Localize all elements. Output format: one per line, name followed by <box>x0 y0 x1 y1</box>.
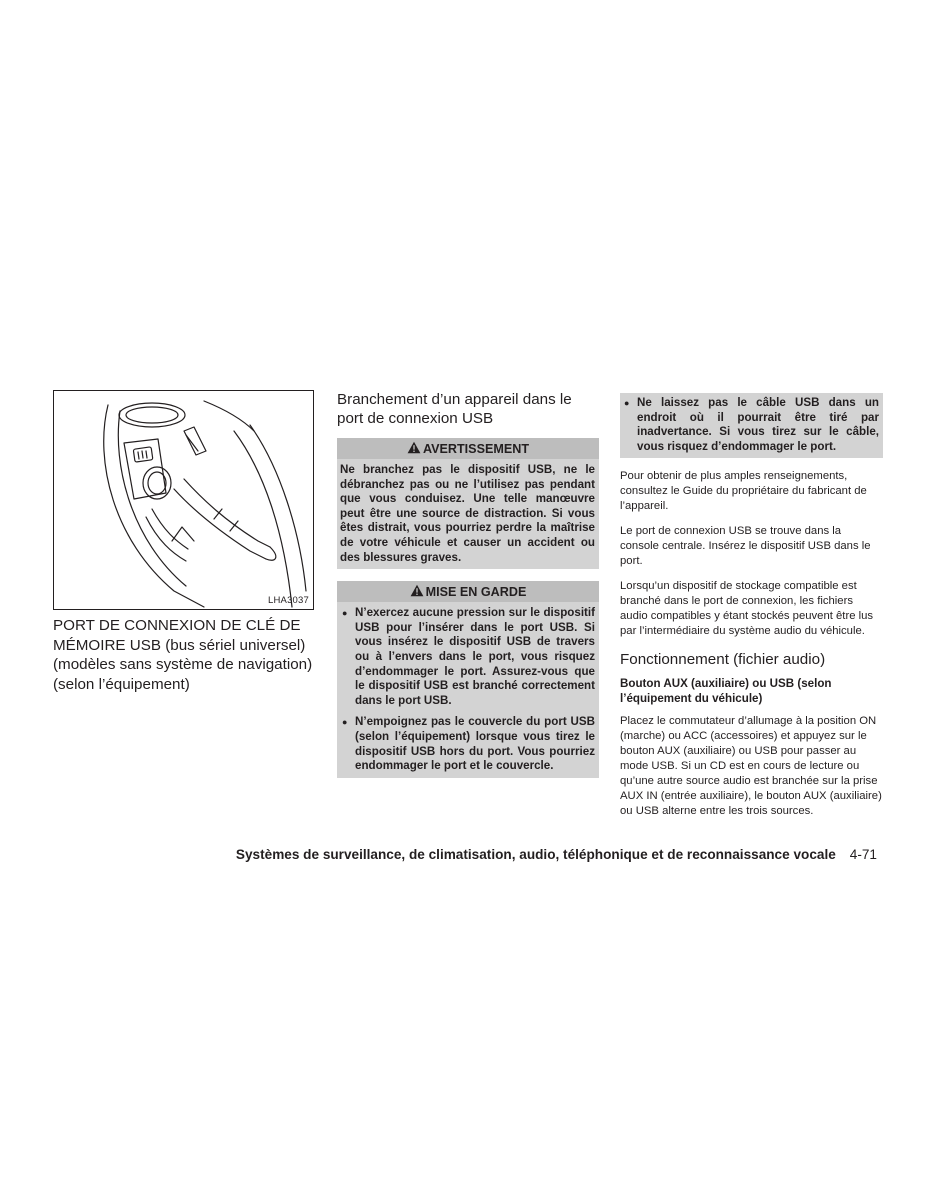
right-column <box>620 390 883 819</box>
caution-title: MISE EN GARDE <box>425 584 527 599</box>
caution-continued-box <box>620 393 883 458</box>
warning-box <box>337 438 599 569</box>
warning-title: AVERTISSEMENT <box>422 441 530 456</box>
page-number: 4-71 <box>849 847 877 862</box>
paragraph: Lorsqu’un dispositif de stockage compatible est branché dans le port de connexion, les fichiers audio compatibles y étant stockés peuvent être lus par l’intermédiaire du système audio du véhicule. <box>620 580 874 638</box>
page-footer <box>236 847 877 862</box>
warning-text: Ne branchez pas le dispositif USB, ne le débranchez pas ou ne l’utilisez pas pendant que vous conduisez. Une telle manœuvre peut être une source de distraction. Si vous êtes distrait, vous pourriez perdre la maîtrise de votre véhicule et causer un accident ou des blessures graves. <box>340 463 595 564</box>
paragraph: Le port de connexion USB se trouve dans la console centrale. Insérez le dispositif USB dans le port. <box>620 525 871 568</box>
middle-column <box>337 390 599 778</box>
left-column <box>53 390 314 694</box>
caution-item: ● Ne laissez pas le câble USB dans un endroit où il pourrait être tiré par inadvertance. Si vous tirez sur le câble, vous risquez d’endommager le port. <box>622 396 879 454</box>
center-console-drawing <box>54 391 313 609</box>
connection-subheading: Branchement d’un appareil dans le port de connexion USB <box>337 391 572 427</box>
aux-usb-button-heading: Bouton AUX (auxiliaire) ou USB (selon l’équipement du véhicule) <box>620 677 832 706</box>
chapter-title: Systèmes de surveillance, de climatisation, audio, téléphonique et de reconnaissance vocale <box>235 847 836 862</box>
section-title: PORT DE CONNEXION DE CLÉ DE MÉMOIRE USB (bus sériel universel) (modèles sans système de navigation) (selon l’équipement) <box>53 617 313 693</box>
paragraph: Placez le commutateur d’allumage à la position ON (marche) ou ACC (accessoires) et appuyez sur le bouton AUX (auxiliaire) ou USB pour passer au mode USB. Si un CD est en cours de lecture ou qu’une autre source audio est branchée sur la prise AUX IN (entrée auxiliaire), le bouton AUX (auxiliaire) ou USB alterne entre les trois sources. <box>620 715 882 818</box>
caution-box <box>337 581 599 778</box>
figure-code: LHA3037 <box>267 595 309 606</box>
warning-triangle-icon <box>410 584 424 600</box>
warning-header <box>337 438 599 459</box>
caution-header <box>337 581 599 602</box>
operation-subheading: Fonctionnement (fichier audio) <box>620 651 826 669</box>
paragraph: Pour obtenir de plus amples renseignements, consultez le Guide du propriétaire du fabricant de l’appareil. <box>620 470 867 513</box>
caution-item: ● N’exercez aucune pression sur le dispositif USB pour l’insérer dans le port USB. Si vous insérez le dispositif USB de travers ou à l’envers dans le port, vous risquez d’endommager le port. Assurez-vous que le dispositif USB est branché correctement dans le port USB. <box>340 606 595 708</box>
usb-port-illustration <box>53 390 314 610</box>
warning-triangle-icon <box>407 441 421 457</box>
caution-item: ● N’empoignez pas le couvercle du port USB (selon l’équipement) lorsque vous tirez le dispositif USB hors du port. Vous pourriez endommager le port et le couvercle. <box>340 715 595 773</box>
